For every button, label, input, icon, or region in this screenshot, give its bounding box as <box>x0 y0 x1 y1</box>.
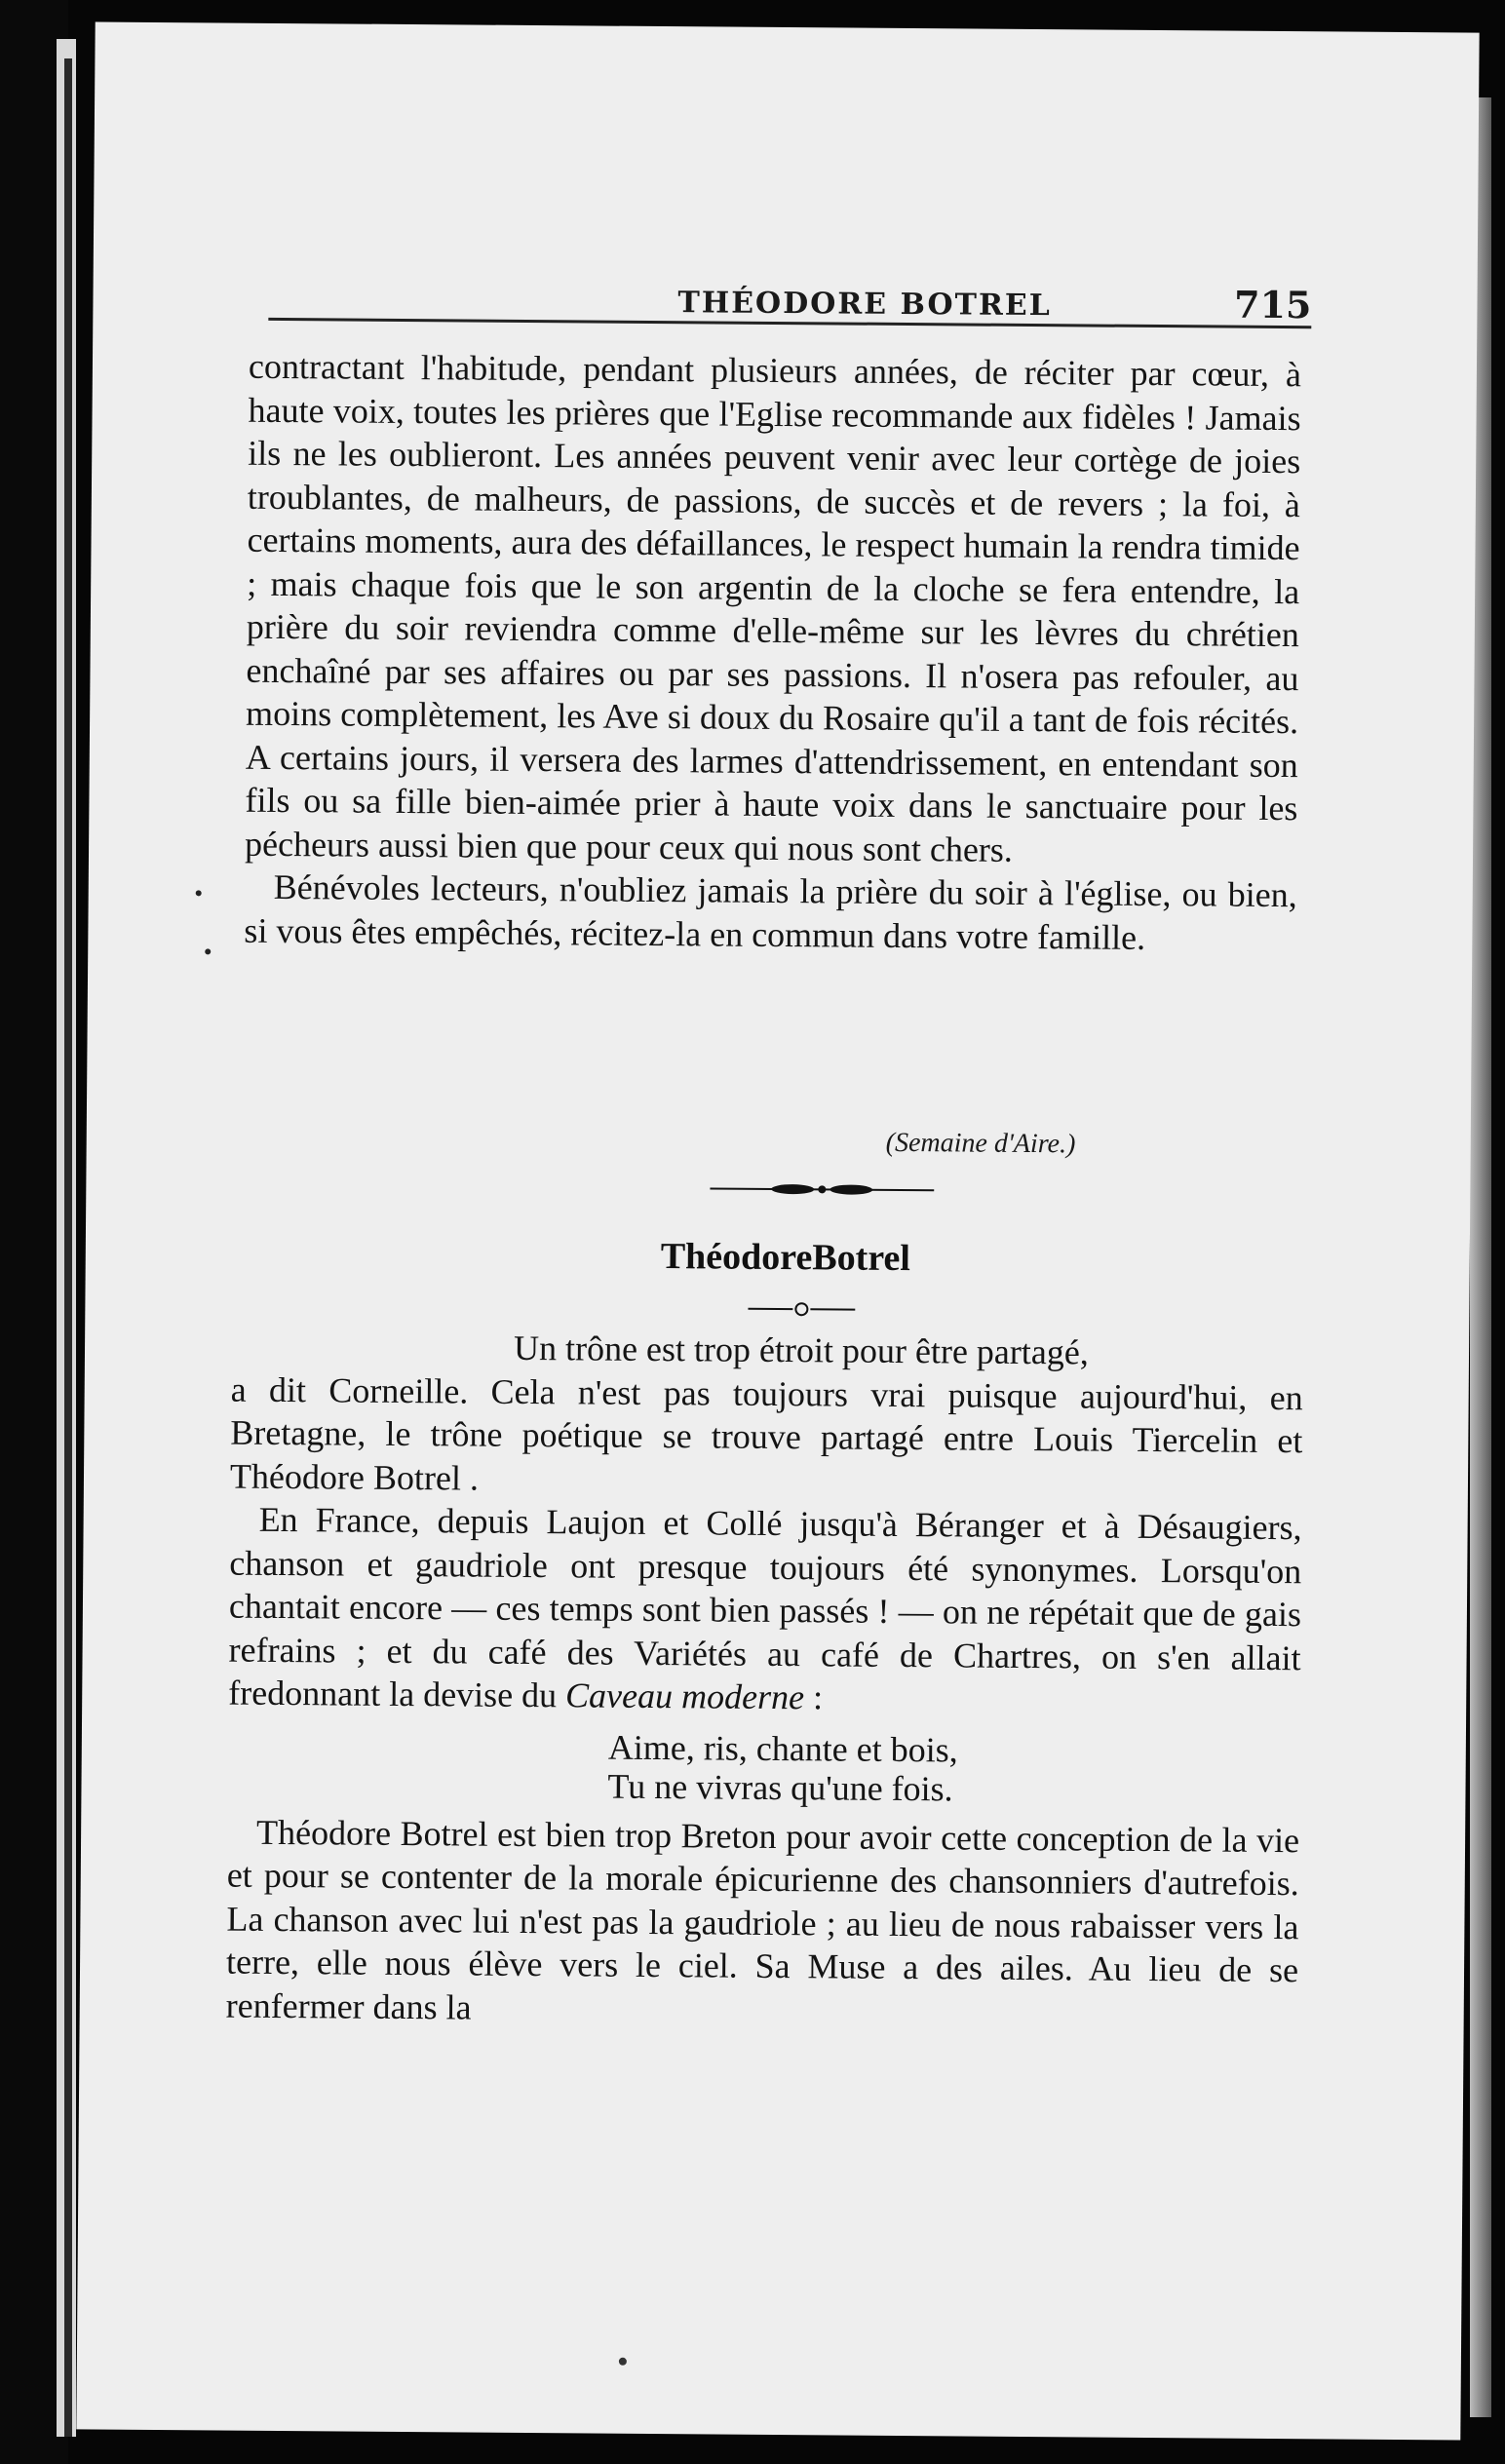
paragraph: Bénévoles lecteurs, n'oubliez jamais la prière du soir à l'église, ou bien, si vous êtes empêchés, récitez-la en commun dans votre famille. <box>244 866 1297 957</box>
paragraph <box>228 1498 1302 1723</box>
paragraph: a dit Corneille. Cela n'est pas toujours vrai puisque aujourd'hui, en Bretagne, le trône poétique se trouve partagé entre Louis Tiercelin et Théodore Botrel . <box>229 1369 1303 1498</box>
binding-shadow <box>64 58 72 2437</box>
running-header <box>268 255 1312 327</box>
paragraph: Théodore Botrel est bien trop Breton pour avoir cette conception de la vie et pour se contenter de la morale épicurienne des chansonniers d'autrefois. La chanson avec lui n'est pas la gaudriole ; au lieu de nous rabaisser vers la terre, elle nous élève vers le ciel. Sa Muse a des ailes. Au lieu de se renfermer dans la <box>225 1812 1300 2027</box>
paragraph-text: : <box>803 1677 824 1717</box>
page-number: 715 <box>1233 282 1312 327</box>
article-continuation <box>244 345 1301 960</box>
verse-line: Tu ne vivras qu'une fois. <box>607 1766 953 1808</box>
title-divider <box>748 1299 855 1320</box>
paragraph: contractant l'habitude, pendant plusieurs années, de réciter par cœur, à haute voix, toutes les prières que l'Eglise recommande aux fidèles ! Jamais ils ne les oublieront. Les années peuvent venir avec leur cortège de joies troublantes, de malheurs, de passions, de succès et de revers ; la foi, à certains moments, aura des défaillances, le respect humain la rendra timide ; mais chaque fois que le son argentin de la cloche se fera entendre, la prière du soir reviendra comme d'elle-même sur les lèvres du chrétien enchaîné par ses affaires ou par ses passions. Il n'osera pas refouler, au moins complètement, les Ave si doux du Rosaire qu'il a tant de fois récités. A certains jours, il versera des larmes d'attendrissement, en entendant son fils ou sa fille bien-aimée prier à haute voix dans le sanctuaire pour les pécheurs aussi bien que pour ceux qui nous sont chers. <box>244 346 1302 869</box>
speck <box>619 2358 627 2366</box>
corneille-quote: Un trône est trop étroit pour être partagé, <box>513 1328 1089 1372</box>
verse-line: Aime, ris, chante et bois, <box>607 1727 958 1769</box>
ornament-divider <box>710 1176 934 1202</box>
speck <box>205 948 211 954</box>
verse <box>607 1727 1300 1811</box>
article-title: ThéodoreBotrel <box>660 1236 911 1280</box>
paragraph-text: En France, depuis Laujon et Collé jusqu'à Béranger et à Désaugiers, chanson et gaudriole ont presque toujours été synonymes. Lorsqu'on chantait encore — ces temps sont bien passés ! — on ne répétait que de gais refrains ; et du café des Variétés au café de Chartres, on s'en allait fredonnant la devise du <box>228 1499 1302 1715</box>
italic-title: Caveau moderne <box>564 1675 805 1717</box>
speck <box>196 890 202 896</box>
source-citation: (Semaine d'Aire.) <box>885 1127 1076 1160</box>
article-body <box>226 1325 1304 2036</box>
running-title: THÉODORE BOTREL <box>677 286 1052 324</box>
book-page <box>76 21 1479 2440</box>
